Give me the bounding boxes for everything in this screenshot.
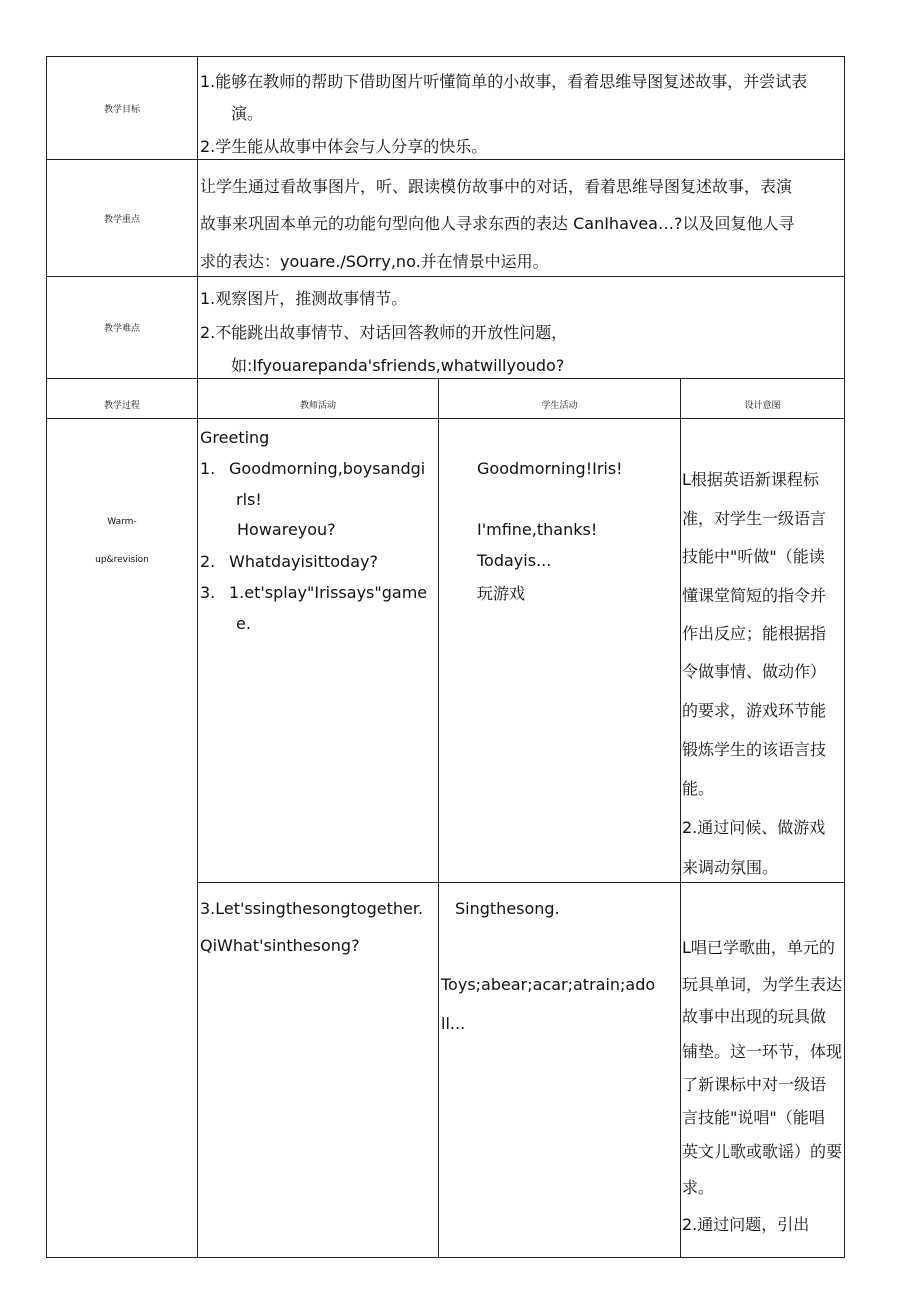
intent-warmup-line-11: 来调动氛围。 [682,858,779,877]
key-points-line-1: 让学生通过看故事图片，听、跟读模仿故事中的对话，看着思维导图复述故事，表演 [200,177,793,196]
row-divider-1 [46,159,845,160]
teacher-song-line-2: QiWhat'sinthesong? [200,936,360,955]
difficulties-line-2: 2.不能跳出故事情节、对话回答教师的开放性问题， [200,323,568,342]
header-process: 教学过程 [103,401,140,411]
student-song-line-1: Singthesong. [455,899,560,918]
row-divider-3 [46,378,845,379]
table-border-bottom [46,1257,845,1258]
header-design-intent: 设计意图 [744,401,781,411]
intent-warmup-line-5: 作出反应；能根据指 [682,624,827,643]
teacher-item-2-number: 2. [200,552,216,571]
objectives-line-1: 1.能够在教师的帮助下借助图片听懂简单的小故事，看着思维导图复述故事，并尝试表 [200,72,808,91]
table-border-left [46,56,47,1258]
teacher-item-3-line-a: 1.et'splay"Irissays"game [229,583,428,602]
header-student-activity: 学生活动 [541,401,578,411]
intent-warmup-line-6: 令做事情、做动作） [682,662,827,681]
intent-warmup-line-2: 准，对学生一级语言 [682,509,827,528]
intent-warmup-line-1: L根据英语新课程标 [682,470,819,489]
intent-song-line-3: 故事中出现的玩具做 [682,1007,827,1026]
student-song-line-3: ll... [441,1014,466,1033]
row-divider-4 [46,418,845,419]
intent-warmup-line-3: 技能中"听做"（能读 [682,547,825,566]
student-song-line-2: Toys;abear;acar;atrain;ado [441,975,656,994]
teacher-item-1-line-b: rls! [236,490,262,509]
intent-warmup-line-4: 懂课堂简短的指令并 [682,586,827,605]
objectives-line-1b: 演。 [231,104,264,123]
teacher-item-3-line-b: e. [236,614,251,633]
difficulties-line-3: 如:Ifyouarepanda'sfriends,whatwillyoudo? [231,356,565,375]
table-border-top [46,56,845,57]
intent-song-line-2: 玩具单词，为学生表达 [682,975,843,994]
intent-song-line-5: 了新课标中对一级语 [682,1075,827,1094]
student-line-4: 玩游戏 [477,584,526,603]
key-points-label: 教学重点 [103,215,140,225]
stage-warmup-line-2: up&revision [95,555,149,565]
row-divider-2 [46,276,845,277]
intent-song-line-4: 铺垫。这一环节，体现 [682,1042,843,1061]
teacher-item-1-number: 1. [200,459,216,478]
intent-warmup-line-8: 锻炼学生的该语言技 [682,740,827,759]
column-divider-2 [438,378,439,1258]
student-line-3: Todayis... [477,551,552,570]
intent-warmup-line-7: 的要求，游戏环节能 [682,701,827,720]
intent-warmup-line-10: 2.通过问候、做游戏 [682,818,826,837]
intent-warmup-line-9: 能。 [682,779,715,798]
table-border-right [844,56,845,1258]
intent-song-line-7: 英文儿歌或歌谣）的要 [682,1142,843,1161]
objectives-line-2: 2.学生能从故事中体会与人分享的快乐。 [200,137,488,156]
column-divider-3 [680,378,681,1258]
intent-song-line-8: 求。 [682,1178,715,1197]
teacher-item-3-number: 3. [200,583,216,602]
row-divider-5 [197,882,845,883]
intent-song-line-9: 2.通过问题，引出 [682,1215,810,1234]
teacher-item-2: Whatdayisittoday? [229,552,378,571]
intent-song-line-6: 言技能"说唱"（能唱 [682,1108,825,1127]
student-line-2: I'mfine,thanks! [477,520,598,539]
teacher-greeting-title: Greeting [200,428,270,447]
column-divider-1 [197,56,198,1258]
teacher-song-line-1: 3.Let'ssingthesongtogether. [200,899,424,918]
intent-song-line-1: L唱已学歌曲，单元的 [682,938,835,957]
student-line-1: Goodmorning!Iris! [477,459,623,478]
key-points-line-3: 求的表达：youare./SOrry,no.并在情景中运用。 [200,252,549,271]
stage-warmup-line-1: Warm- [107,517,137,527]
key-points-line-2: 故事来巩固本单元的功能句型向他人寻求东西的表达 CanIhavea…?以及回复他人寻 [200,214,795,233]
header-teacher-activity: 教师活动 [299,401,336,411]
difficulties-label: 教学难点 [103,324,140,334]
difficulties-line-1: 1.观察图片，推测故事情节。 [200,289,408,308]
objectives-label: 教学目标 [103,105,140,115]
teacher-item-1-line-a: Goodmorning,boysandgi [229,459,426,478]
teacher-item-1-line-c: Howareyou? [237,520,336,539]
